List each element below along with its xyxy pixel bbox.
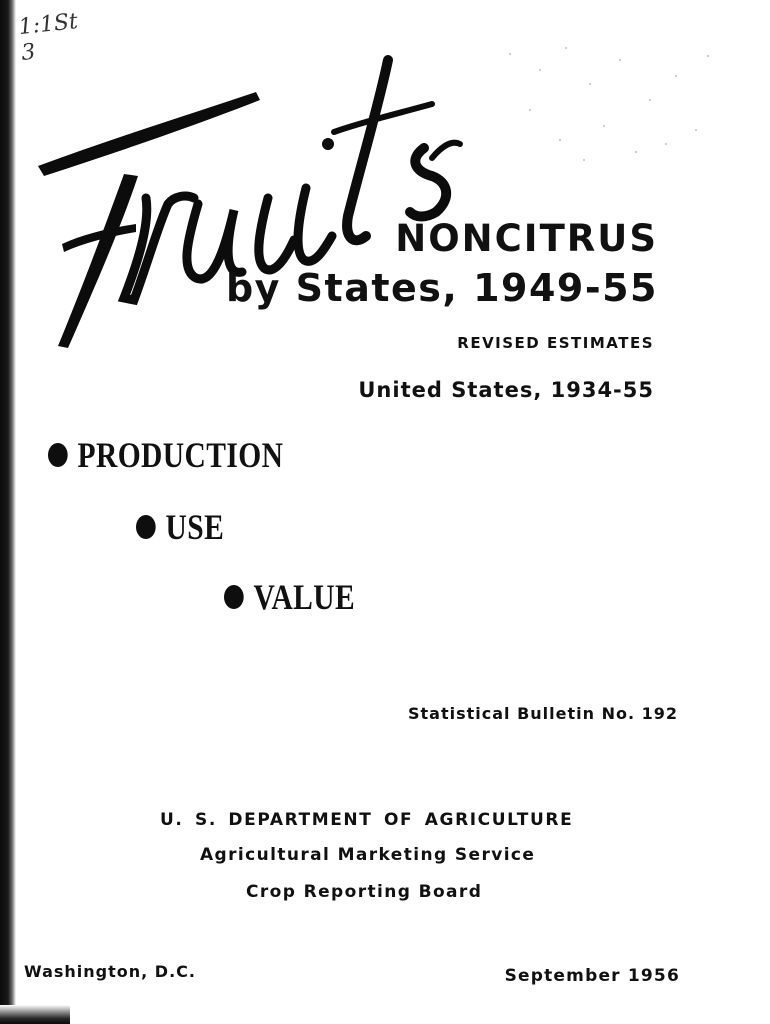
topic-use [136, 506, 224, 548]
topic-value [224, 576, 355, 618]
service-name: Agricultural Marketing Service [200, 845, 536, 865]
bulletin-number: Statistical Bulletin No. 192 [407, 704, 678, 723]
revised-estimates-label: REVISED ESTIMATES [457, 334, 654, 352]
topic-label: VALUE [253, 577, 356, 617]
fruits-script-logo [28, 48, 478, 358]
publication-city: Washington, D.C. [24, 962, 196, 981]
bullet-dot-icon [48, 443, 68, 467]
cover-heading: NONCITRUS [395, 217, 658, 260]
scan-edge-shadow [0, 0, 16, 1024]
bullet-dot-icon [224, 585, 244, 609]
scan-corner-shadow [0, 1005, 70, 1024]
topic-label: PRODUCTION [77, 435, 284, 475]
topic-production [48, 434, 283, 476]
handwritten-note: 1:1St 3 [17, 9, 80, 66]
cover-subheading: by States, 1949-55 [225, 266, 658, 310]
bullet-dot-icon [136, 515, 156, 539]
publication-date: September 1956 [504, 966, 680, 986]
print-speckles [500, 40, 720, 170]
us-range-label: United States, 1934-55 [358, 378, 654, 402]
department-name: U. S. DEPARTMENT OF AGRICULTURE [160, 810, 574, 830]
board-name: Crop Reporting Board [246, 882, 483, 902]
topic-label: USE [165, 507, 225, 547]
